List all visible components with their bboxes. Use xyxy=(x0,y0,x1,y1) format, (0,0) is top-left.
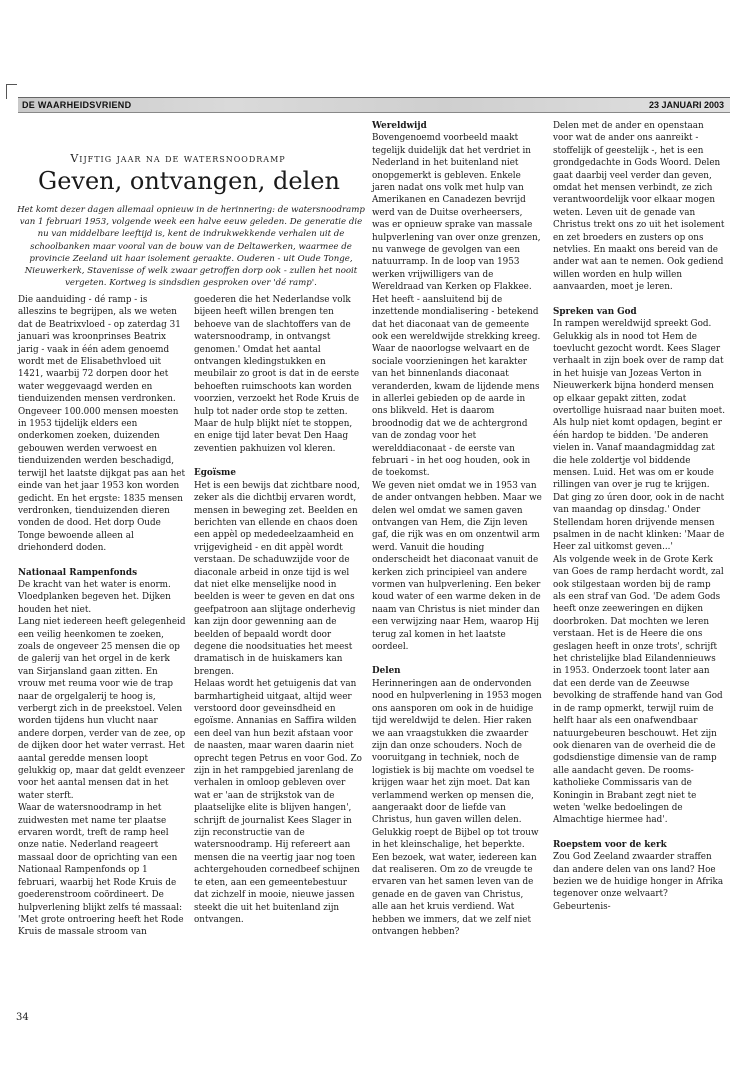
issue-date: 23 JANUARI 2003 xyxy=(648,100,724,110)
column-1 xyxy=(18,294,188,939)
paragraph: goederen die het Nederlandse volk bijeen heeft willen brengen ten behoeve van de slachtoffers van de watersnoodramp, in ontvangst genomen.' Omdat het aantal ontvangen kledingstukken en meubilair zo groot is dat in de eerste behoeften ruimschoots kan worden voorzien, verzoekt het Rode Kruis de hulp tot nader orde stop te zetten. Maar de hulp blijkt níet te stoppen, en enige tijd later bevat Den Haag zeventien pakhuizen vol kleren. xyxy=(194,295,360,454)
subheading: Egoïsme xyxy=(194,468,236,479)
page-number: 34 xyxy=(16,1012,29,1023)
paragraph: Helaas wordt het getuigenis dat van barmhartigheid uitgaat, altijd weer verstoord door geveinsdheid en egoïsme. Annanias en Saffira wilden een deel van hun bezit afstaan voor de naasten, maar waren daarin niet oprecht tegen Petrus en voor God. Zo zijn in het rampgebied jarenlang de verhalen in omloop gebleven over wat er 'aan de strijkstok van de plaatselijke elite is blijven hangen', schrijft de journalist Kees Slager in zijn reconstructie van de watersnoodramp. Hij refereert aan mensen die na veertig jaar nog toen achtergehouden cornedbeef schijnen te eten, aan een gemeentebestuur dat zichzelf in mooie, nieuwe jassen steekt die uit het buitenland zijn ontvangen. xyxy=(194,679,362,925)
running-header xyxy=(18,97,730,113)
paragraph: Delen met de ander en openstaan voor wat de ander ons aanreikt - stoffelijk of geestelijk -, het is een grondgedachte in Gods Woord. Delen gaat daarbij veel verder dan geven, omdat het mensen verbindt, ze zich verantwoordelijk voor elkaar mogen weten. Leven uit de genade van Christus trekt ons zo uit het isolement en zet broeders en zusters op ons netvlies. En maakt ons bereid van de ander wat aan te nemen. Ook gediend willen worden en hulp willen aanvaarden, moet je leren. xyxy=(553,121,725,293)
paragraph: Die aanduiding - dé ramp - is alleszins te begrijpen, als we weten dat de Beatrixvloed - op zaterdag 31 januari was kroonprinses Beatrix jarig - vaak in één adem genoemd wordt met de Elisabethvloed uit 1421, waarbij 72 dorpen door het water weggevaagd werden en tienduizenden mensen verdronken. Ongeveer 100.000 mensen moesten in 1953 tijdelijk elders een onderkomen zoeken, duizenden gebouwen werden verwoest en tienduizenden werden beschadigd, terwijl het laatste dijkgat pas aan het einde van het jaar 1953 kon worden gedicht. En het ergste: 1835 mensen verdronken, tienduizenden dieren vonden de dood. Het dorp Oude Tonge bewoende alleen al driehonderd doden. xyxy=(18,295,185,554)
column-2 xyxy=(194,294,364,926)
paragraph: Lang niet iedereen heeft gelegenheid een veilig heenkomen te zoeken, zoals de ongeveer 25 mensen die op de galerij van het orgel in de kerk van Sirjansland gaan zitten. En vrouw met reuma voor wie de trap naar de orgelgalerij te hoog is, verbergt zich in de preekstoel. Velen worden tijdens hun vlucht naar andere dorpen, verder van de zee, op de dijken door het water verrast. Het aantal geredde mensen loopt gelukkig op, maar dat geldt evenzeer voor het aantal mensen dat in het water sterft. xyxy=(18,617,186,801)
subheading: Roepstem voor de kerk xyxy=(553,839,667,850)
subheading: Spreken van God xyxy=(553,306,637,317)
paragraph: De kracht van het water is enorm. Vloedplanken begeven het. Dijken houden het niet. xyxy=(18,579,171,615)
paragraph: In rampen wereldwijd spreekt God. Gelukkig als in nood tot Hem de toevlucht gezocht wordt. Kees Slager verhaalt in zijn boek over de ramp dat in het huisje van Jozeas Verton in Nieuwerkerk bijna honderd mensen op elkaar gepakt zitten, zodat overtollige huisraad naar buiten moet. Als hulp niet komt opdagen, begint er één hardop te bidden. 'De anderen vielen in. Vanaf maandagmiddag zat die hele zoldertje vol biddende mensen. Luid. Het was om er koude rillingen van over je rug te krijgen. Dat ging zo úren door, ook in de nacht van maandag op dinsdag.' Onder Stellendam horen drijvende mensen psalmen in de nacht klinken: 'Maar de Heer zal uitkomst geven...' xyxy=(553,319,726,553)
publication-name: DE WAARHEIDSVRIEND xyxy=(22,100,132,110)
paragraph: Herinneringen aan de ondervonden nood en hulpverlening in 1953 mogen ons aansporen om ook in de huidige tijd wereldwijd te delen. Hier raken we aan vraagstukken die zwaarder zijn dan onze schouders. Noch de vooruitgang in techniek, noch de logistiek is bij machte om voedsel te krijgen waar het zijn moet. Dat kan verlammend werken op mensen die, aangeraakt door de liefde van Christus, hun gaven willen delen. Gelukkig roept de Bijbel op tot trouw in het kleinschalige, het beperkte. Een bezoek, wat water, iedereen kan dat realiseren. Om zo de vreugde te ervaren van het samen leven van de genade en de gaven van Christus, alle aan het kruis verdiend. Wat hebben we immers, dat we zelf niet ontvangen hebben? xyxy=(372,678,542,937)
paragraph: Zou God Zeeland zwaarder straffen dan andere delen van ons land? Hoe bezien we de huidige honger in Afrika tegenover onze welvaart? Gebeurtenis- xyxy=(553,852,724,912)
paragraph: Waar de watersnoodramp in het zuidwesten met name ter plaatse ervaren wordt, treft de ramp heel onze natie. Nederland reageert massaal door de oprichting van een Nationaal Rampenfonds op 1 februari, waarbij het Rode Kruis de goederenstroom coördineert. De hulpverlening blijkt zelfs té massaal: 'Met grote ontroering heeft het Rode Kruis de massale stroom van xyxy=(18,803,184,938)
article-intro: Het komt dezer dagen allemaal opnieuw in de herinnering: de watersnoodramp van 1 februari 1953, volgende week een halve eeuw geleden. De generatie die nu van middelbare leeftijd is, kent de indrukwekkende verhalen uit de schoolbanken maar vooral van de bouw van de Deltawerken, waarmee de provincie Zeeland uit haar isolement geraakte. Ouderen - uit Oude Tonge, Nieuwerkerk, Stavenisse of welk zwaar getroffen dorp ook - zullen het nooit vergeten. Kortweg is sindsdien gesproken over 'dé ramp'. xyxy=(17,205,365,289)
paragraph: Als volgende week in de Grote Kerk van Goes de ramp herdacht wordt, zal ook stilgestaan worden bij de ramp als een straf van God. 'De adem Gods heeft onze zeeweringen en dijken doorbroken. Dat mochten we leren verstaan. Het is de Heere die ons geslagen heeft in onze trots', schrijft het christelijke blad Eilandennieuws in 1953. Onderzoek toont later aan dat een derde van de Zeeuwse bevolking de straffende hand van God in de ramp opmerkt, terwijl ruim de helft haar als een onafwendbaar natuurgebeuren beschouwt. Het zijn ook dienaren van de overheid die de godsdienstige dimensie van de ramp alle aandacht geven. De rooms-katholieke Commissaris van de Koningin in Brabant zegt niet te weten 'welke bedoelingen de Almachtige hiermee had'. xyxy=(553,554,724,826)
paragraph: Het is een bewijs dat zichtbare nood, zeker als die dichtbij ervaren wordt, mensen in beweging zet. Beelden en berichten van ellende en chaos doen een appèl op mededeelzaamheid en vrijgevigheid - en dit appèl wordt verstaan. De schaduwzijde voor de diaconale arbeid in onze tijd is wel dat niet elke menselijke nood in beelden is weer te geven en dat ons geefpatroon aan slijtage onderhevig kan zijn door gewenning aan de beelden of bepaald wordt door degene die noodsituaties het meest dramatisch in de huiskamers kan brengen. xyxy=(194,480,360,677)
article-title: Geven, ontvangen, delen xyxy=(38,167,340,195)
column-3 xyxy=(372,120,542,938)
subheading: Delen xyxy=(372,666,401,677)
column-4 xyxy=(553,120,725,913)
paragraph: Bovengenoemd voorbeeld maakt tegelijk duidelijk dat het verdriet in Nederland in het buitenland niet onopgemerkt is gebleven. Enkele jaren nadat ons volk met hulp van Amerikanen en Canadezen bevrijd werd van de Duitse overheersers, was er opnieuw sprake van massale hulpverlening van over onze grenzen, nu vanwege de gevolgen van een natuurramp. In de loop van 1953 werken vrijwilligers van de Wereldraad van Kerken op Flakkee. Het heeft - aansluitend bij de inzettende mondialisering - betekend dat het diaconaat van de gemeente ook een wereldwijde strekking kreeg. Waar de naoorlogse welvaart en de sociale voorzieningen het karakter van het binnenlands diaconaat veranderden, kwam de lijdende mens in allerlei gebieden op de aarde in ons blikveld. Het is daarom broodnodig dat we de achtergrond van de zondag voor het werelddiaconaat - de eerste van februari - in het oog houden, ook in de toekomst. xyxy=(372,133,541,479)
subheading: Nationaal Rampenfonds xyxy=(18,567,138,578)
crop-mark xyxy=(6,84,17,99)
subheading: Wereldwijd xyxy=(372,121,427,131)
paragraph: We geven niet omdat we in 1953 van de ander ontvangen hebben. Maar we delen wel omdat we samen gaven ontvangen van Hem, die Zijn leven gaf, die rijk was en om onzentwil arm werd. Vanuit die houding onderscheidt het diaconaat vanuit de kerken zich principieel van andere vormen van hulpverlening. Een beker koud water of een warme deken in de naam van Christus is niet minder dan een verwijzing naar Hem, waarop Hij terug zal komen in het laatste oordeel. xyxy=(372,480,542,653)
article-kicker: Vijftig jaar na de watersnoodramp xyxy=(70,152,286,165)
